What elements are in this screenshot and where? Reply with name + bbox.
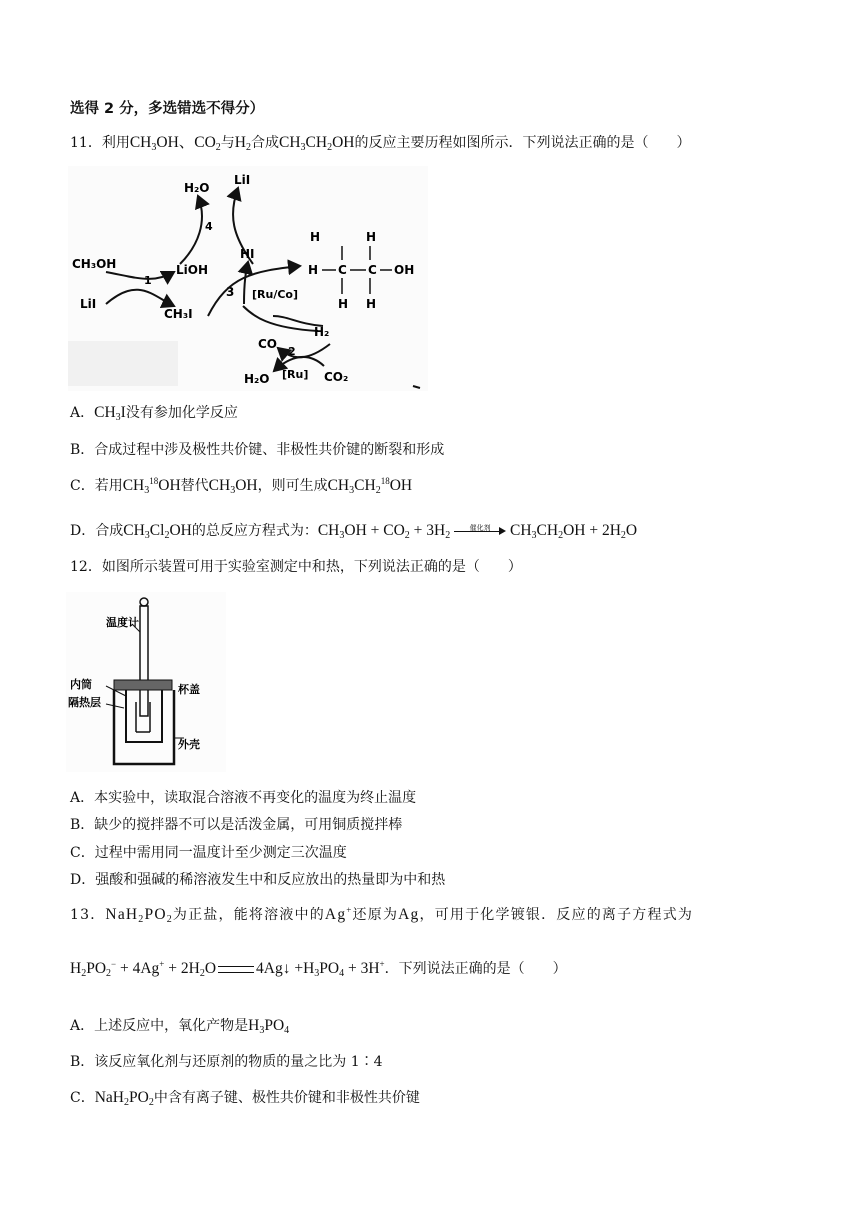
label-thermometer: 温度计 [106,616,139,629]
label-co: CO [258,337,278,351]
label-h2o-bottom: H₂O [244,372,270,386]
label-step-4: 4 [205,220,213,233]
label-insulation: 隔热层 [68,696,101,709]
formula-ag: Ag [398,906,420,923]
question-number: 11． [70,135,102,151]
label-step-1: 1 [144,274,152,287]
catalyst-arrow [454,524,506,538]
atom-h: H [338,297,349,311]
option-label: D． [70,523,96,539]
question-13-stem [70,905,693,925]
option-text: 中含有离子键、极性共价键和非极性共价键 [153,1090,420,1106]
q13-option-c [70,1088,420,1108]
atom-h: H [308,263,319,277]
formula-h3po4: $H_3PO_4$ [248,1017,290,1036]
atom-h: H [366,230,377,244]
stem-text: 如图所示装置可用于实验室测定中和热，下列说法正确的是（ ） [101,559,522,575]
formula-nah2po2: $NaH_2PO_2$ [94,1089,154,1108]
q13-option-a [70,1016,289,1036]
formula-ch3ch2oh: $CH_3CH_2OH$ [279,134,355,153]
label-ru-co: [Ru/Co] [252,288,299,301]
formula-ch3oh: $CH_3OH$、$CO_2$ [129,134,221,153]
option-label: B． [70,442,95,458]
q12-option-b: B．缺少的搅拌器不可以是活泼金属，可用铜质搅拌棒 [70,817,403,833]
q12-option-a: A．本实验中，读取混合溶液不再变化的温度为终止温度 [70,790,417,806]
option-label: A． [70,405,95,421]
formula-ch3-18oh: $CH_3^{18}OH$ [122,476,181,496]
formula-nah2po2: $NaH_2PO_2$ [105,906,173,925]
ionic-equation: $H_2PO_2^- + 4Ag^+ + 2H_2O$ 4Ag↓ $+H_3PO_4 + 3H^+$ [70,959,385,979]
stem-text: 的反应主要历程如图所示．下列说法正确的是（ ） [354,135,691,151]
q11-option-a [70,403,238,423]
label-h2: H₂ [314,325,330,339]
label-co2: CO₂ [324,370,349,384]
equals-sign [218,966,254,973]
question-12-stem [70,557,522,577]
label-lid: 杯盖 [178,683,200,696]
stem-text: 与 [220,135,235,151]
catalyst-label: 催化剂 [469,524,491,533]
overall-equation: $CH_3OH + CO_2 + 3H_2$ 催化剂 $CH_3CH_2OH + 2H_2O$ [318,522,637,539]
formula-ag-ion: Ag+ [324,905,353,923]
option-text: 没有参加化学反应 [125,405,238,421]
option-text: 的总反应方程式为： [191,523,318,539]
label-lii-left: LiI [80,297,97,311]
option-text: 上述反应中，氧化产物是 [94,1018,249,1034]
option-text: 合成 [95,523,124,539]
atom-c: C [368,263,377,277]
q11-option-d [70,521,637,541]
stem-text: 合成 [251,135,279,151]
stem-text: 利用 [101,135,130,151]
label-shell: 外壳 [178,738,200,751]
q13-option-b: B．该反应氧化剂与还原剂的物质的量之比为 1∶4 [70,1054,383,1070]
option-label: C． [70,478,95,494]
label-step-2: 2 [288,345,296,358]
label-ru: [Ru] [282,368,309,381]
atom-h: H [366,297,377,311]
calorimeter-figure [66,592,226,772]
option-text: 替代 [180,478,209,494]
q12-option-c: C．过程中需用同一温度计至少测定三次温度 [70,845,347,861]
q13-equation-line [70,959,567,979]
label-lioh: LiOH [176,263,209,277]
stem-text: 为正盐，能将溶液中的 [172,907,325,923]
formula-ch3oh: $CH_3OH$ [208,477,258,496]
atom-oh: OH [394,263,415,277]
question-number: 13． [70,907,106,923]
formula-h2: $H_2$ [234,134,251,153]
label-ch3oh: CH₃OH [72,257,117,271]
label-ch3i: CH₃I [164,307,193,321]
label-h2o-top: H₂O [184,181,210,195]
stem-text: ．下列说法正确的是（ ） [384,961,567,977]
formula-ch3ch2-18oh: $CH_3CH_2^{18}OH$ [327,476,413,496]
formula-ch3i: $CH_3I$ [94,404,126,423]
option-text: 若用 [94,478,123,494]
q12-option-d: D．强酸和强碱的稀溶液发生中和反应放出的热量即为中和热 [70,872,446,888]
reaction-mechanism-figure [68,166,428,391]
label-hi: HI [240,247,255,261]
label-step-3: 3 [226,285,235,299]
question-11-stem [70,133,690,153]
lid [114,680,172,690]
formula-ch3cl2oh: $CH_3Cl_2OH$ [123,522,192,541]
option-text: ，则可生成 [257,478,328,494]
label-lii-top: LiI [234,173,251,187]
atom-c: C [338,263,347,277]
question-number: 12． [70,559,102,575]
q11-option-c [70,476,412,496]
option-label: C． [70,1090,95,1106]
option-text: 合成过程中涉及极性共价键、非极性共价键的断裂和形成 [94,442,445,458]
stem-text: 还原为 [352,907,399,923]
stem-text: ，可用于化学镀银．反应的离子方程式为 [419,907,694,923]
atom-h: H [310,230,321,244]
q11-option-b [70,440,444,460]
section-header: 选得 2 分，多选错选不得分） [70,101,265,117]
label-inner: 内筒 [70,678,92,691]
option-label: A． [70,1018,95,1034]
